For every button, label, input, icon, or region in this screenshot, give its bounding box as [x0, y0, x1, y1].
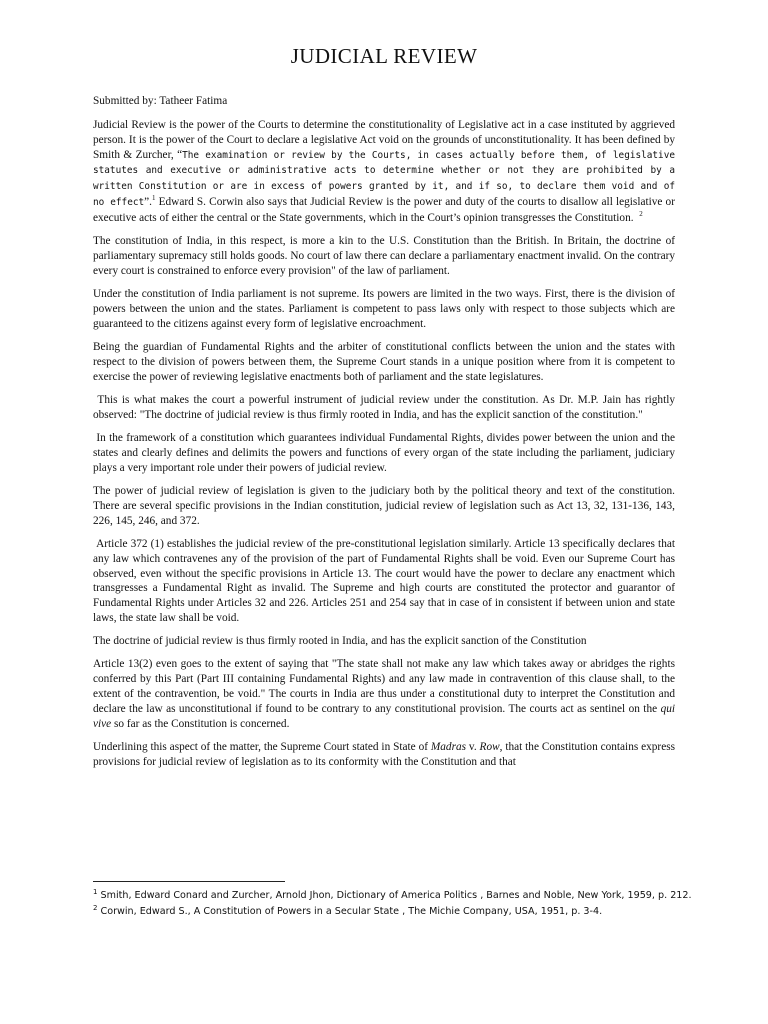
footnote-separator — [93, 881, 285, 882]
paragraph-11-text-c: , that the Constitution contains express provisions for judicial review of legislation as to its conformity with the Constitution and that — [93, 741, 676, 769]
paragraph-5-text: This is what makes the court a powerful instrument of judicial review under the constitution. As Dr. M.P. Jain has rightly observed: "The doctrine of judicial review is thus firmly rooted in India, and has the explicit sanction of the constitution." — [93, 393, 675, 421]
paragraph-2: The constitution of India, in this respect, is more a kin to the U.S. Constitution than the British. In Britain, the doctrine of parliamentary supremacy still holds goods. No court of law there can declare a parliamentary enactment invalid. On the contrary every court is constrained to enforce every provision" of the law of parliament. — [93, 235, 675, 278]
paragraph-4: Being the guardian of Fundamental Rights and the arbiter of constitutional conflicts between the union and the states with respect to the division of powers between them, the Supreme Court stands in a unique position where from it is competent to exercise the power of reviewing legislative enactments both of parliament and the state legislatures. — [93, 341, 675, 383]
footnote-2-text: Corwin, Edward S., A Constitution of Powers in a Secular State , The Michie Company, USA, 1951, p. 3-4. — [97, 905, 603, 917]
document-body — [93, 94, 675, 778]
case-party-madras: Madras — [430, 741, 467, 754]
paragraph-5 — [93, 393, 675, 423]
footnote-1-text: Smith, Edward Conard and Zurcher, Arnold Jhon, Dictionary of America Politics , Barnes and Noble, New York, 1959, p. 212. — [97, 890, 692, 901]
footnote-1 — [93, 888, 693, 904]
submitted-by: Submitted by: Tatheer Fatima — [93, 95, 228, 107]
paragraph-8 — [93, 537, 675, 626]
case-party-row: Row — [479, 741, 500, 754]
paragraph-11-text-b: v. — [466, 741, 480, 754]
paragraph-7: The power of judicial review of legislation is given to the judiciary both by the political theory and text of the constitution. There are several specific provisions in the Indian constitution, judicial review of legislation such as Act 13, 32, 131-136, 143, 226, 145, 246, and 372. — [93, 484, 675, 527]
paragraph-8-text: Article 372 (1) establishes the judicial review of the pre-constitutional legislation similarly. Article 13 specifically declares that any law which contravenes any of the provision of the part of Fundamental Rights shall be void. Even our Supreme Court has observed, even without the specific provisions in Article 13. The court would have the power to declare any enactment which transgresses a Fundamental Right as invalid. The Supreme and high courts are constituted the protector and guarantor of Fundamental Rights under Articles 32 and 226. Articles 251 and 254 say that in case of in consistent if between union and state laws, the state law shall be void. — [93, 537, 676, 625]
paragraph-10-text-b: so far as the Constitution is concerned. — [111, 718, 290, 731]
footnote-ref-1[interactable]: 1 — [151, 194, 156, 203]
document-page — [93, 0, 692, 1024]
paragraph-1-text-b: ”. — [144, 196, 152, 209]
paragraph-11 — [93, 740, 675, 770]
footnote-2-number: 2 — [93, 903, 98, 912]
paragraph-10-text-a: Article 13(2) even goes to the extent of saying that "The state shall not make any law which takes away or abridges the rights conferred by this Part (Part III containing Fundamental Rights) and any law made in contravention of this clause shall, to the extent of the contravention, be void." The courts in India are thus under a constitutional duty to interpret the Constitution and declare the law as unconstitutional if found to be contrary to any constitutional provision. The courts act as sentinel on the — [93, 658, 675, 716]
footnotes — [93, 888, 693, 919]
paragraph-1-text-c: Edward S. Corwin also says that Judicial Review is the power and duty of the courts to disallow all legislative or executive acts of either the central or the State governments, which in the Court’s opinion transgresses the Constitution. — [93, 196, 675, 225]
paragraph-3: Under the constitution of India parliament is not supreme. Its powers are limited in the two ways. First, there is the division of powers between the union and the states. Parliament is competent to pass laws only with respect to those subjects which are guaranteed to the citizens against every form of legislative encroachment. — [93, 288, 675, 330]
document-title: JUDICIAL REVIEW — [290, 44, 478, 68]
footnote-2 — [93, 904, 693, 920]
paragraph-1 — [93, 118, 675, 226]
footnote-1-number: 1 — [93, 887, 98, 896]
smith-zurcher-quote: The examination or review by the Courts, in cases actually before them, of legislative statutes and executive or administrative acts to determine whether or not they are prohibited by a written Constitution or are in excess of powers granted by it, and if so, to declare them void and of no effect — [93, 149, 675, 209]
qui-vive-term: qui vive — [93, 703, 675, 731]
paragraph-10 — [93, 657, 675, 732]
paragraph-11-text-a: Underlining this aspect of the matter, the Supreme Court stated in State of — [93, 741, 431, 754]
paragraph-6-text: In the framework of a constitution which guarantees individual Fundamental Rights, divides power between the union and the states and clearly defines and delimits the powers and functions of every organ of the state including the parliament, judiciary plays a very important role under their powers of judicial review. — [93, 431, 675, 474]
footnote-ref-2[interactable]: 2 — [639, 210, 643, 219]
paragraph-9: The doctrine of judicial review is thus firmly rooted in India, and has the explicit sanction of the Constitution — [93, 635, 587, 648]
paragraph-1-text-a: Judicial Review is the power of the Courts to determine the constitutionality of Legislative act in a case instituted by aggrieved person. It is the power of the Court to declare a legislative Act void on the grounds of unconstitutionality. It has been defined by Smith & Zurcher, “ — [93, 118, 675, 161]
paragraph-6 — [93, 431, 675, 476]
